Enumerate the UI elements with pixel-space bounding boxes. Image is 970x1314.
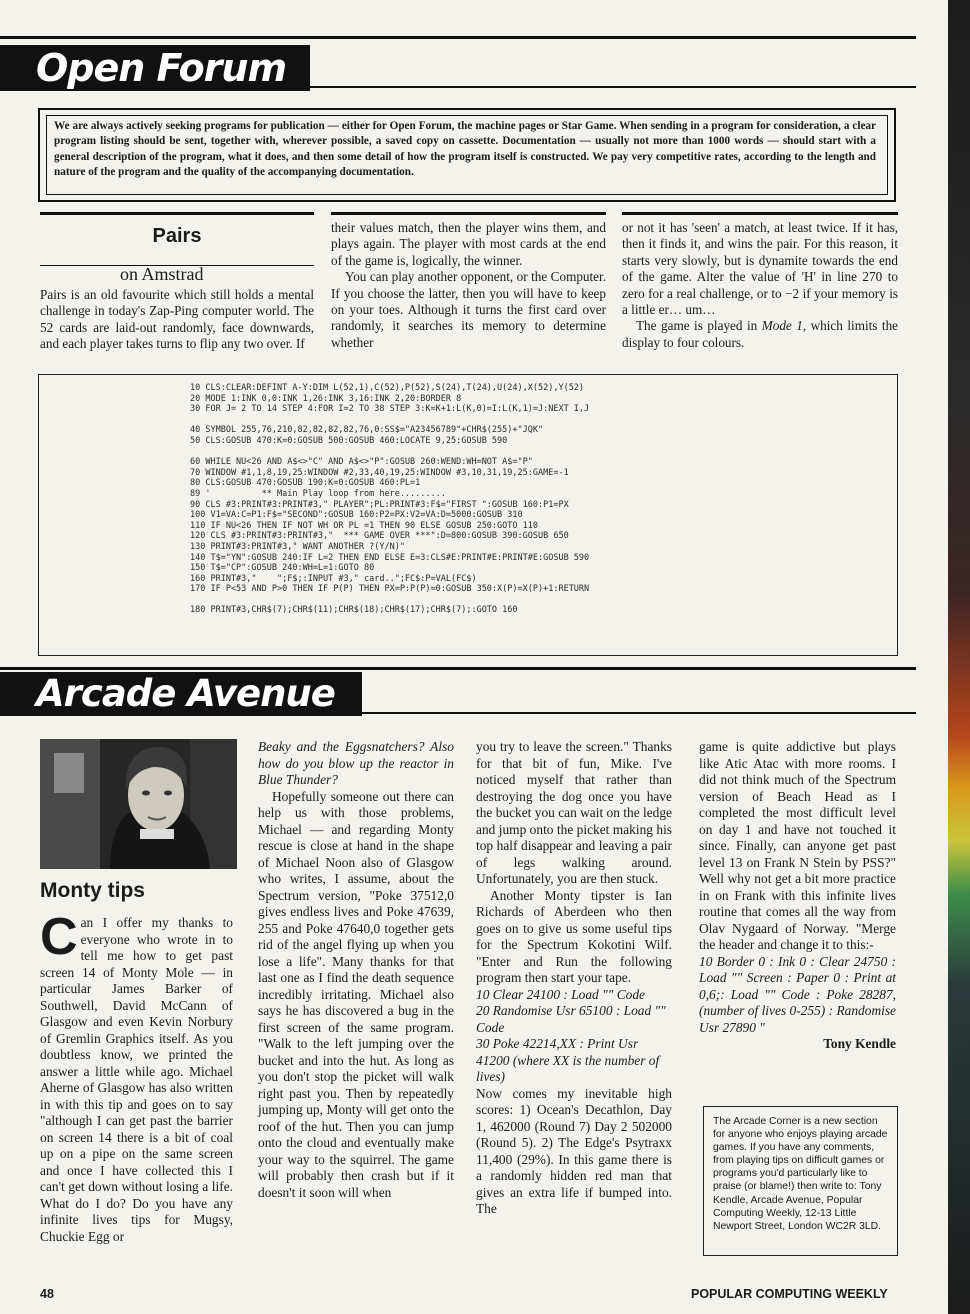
arcade-corner-text: The Arcade Corner is a new section for anyone who enjoys playing arcade games. If you have any comments, from playing tips on difficult games or programs you'd particularly like to praise (or blame!) then write to: Tony Kendle, Arcade Avenue, Popular Computing Weekly, 12-13 Little Newport Street, London WC2R 3LD. [713,1116,888,1232]
banner-rule [310,86,916,88]
pairs-column-2 [331,220,606,351]
code-line: 20 Randomise Usr 65100 : Load "" Code [476,1003,666,1035]
magazine-name: POPULAR COMPUTING WEEKLY [691,1287,888,1301]
arcade-paragraph: Hopefully someone out there can help us with those problems, Michael — and regarding Monty rescue is close at hand in the shape of Michael Noon also of Glasgow who writes, I assume, about the Spectrum version, "Poke 37512,0 gives endless lives and Poke 47639, 255 and Poke 47640,0 together gets rid of the angel flying up when you lose a life". Many thanks for that last one as I find the death sequence incredibly irritating. Michael also says he has discovered a bug in the first screen of the same program. "Walk to the left jumping over the bucket and into the hut. As long as you don't stop the picket will walk right past you. Then by repeatedly jumping up, Monty will get onto the roof of the hut. Then you can jump onto the cloud and eventually make your way to the squirrel. The game will probably then crash but if it doesn't it soon will when [258,788,454,1200]
top-rule [0,36,916,39]
code-line: 10 Border 0 : Ink 0 : Clear 24750 : Load "" Screen : Paper 0 : Print at 0,6;: Load "" Code : Poke 28287, (number of lives 0-255) : Randomise Usr 27890 " [699,953,896,1035]
monty-tips-title: Monty tips [40,879,145,902]
arcade-banner-rule [362,712,916,714]
arcade-paragraph: you try to leave the screen." Thanks for that bit of fun, Mike. I've noticed myself that rather than destroying the dog once you have the bucket you can wait on the ledge and jump onto the picket making his top half disappear and leaving a pair of legs walking around. Unfortunately, you are then stuck. [476,739,672,886]
open-forum-title: Open Forum [36,46,287,90]
arcade-avenue-banner [0,672,362,716]
portrait-image [40,739,237,869]
page-number: 48 [40,1287,54,1301]
arcade-column-1 [40,908,233,1245]
column-rule-2 [331,212,606,215]
code-line: 10 Clear 24100 : Load "" Code [476,986,645,1002]
submission-notice-box [38,108,896,202]
program-listing-box [38,374,898,656]
arcade-paragraph: game is quite addictive but plays like Atic Atac with more rooms. I did not think much of the Spectrum version of Beach Head as I completed the most difficult level on day 1 and have not touched it since. Finally, can anyone get past level 13 on Frank N Stein by PSS?" Well why not get a bit more practice in on Frank with this infinite lives routine that comes all the way from Olav Nygaard of Norway. "Merge the header and change it to this:- [699,739,896,952]
pairs-title: Pairs [152,225,202,247]
arcade-corner-box [703,1106,898,1256]
page-edge-strip [948,0,970,1314]
arcade-paragraph: Can I offer my thanks to everyone who wrote in to tell me how to get past screen 14 of Monty Mole — in particular James Barker of Southwell, David McCann of Glasgow and even Kevin Norbury of Gremlin Graphics itself. As you doubtless know, we printed the answer a little while ago. Michael Aherne of Glasgow has also written in with this tip and goes on to say "although I can get past the barrier on screen 14 there is a bit of coal up on a pipe on the same screen and once I have collected this I can't get down without losing a life. What do I do? Do you have any infinite lives tips for Mugsy, Chuckie Egg or [40,908,233,1244]
arcade-paragraph: Beaky and the Eggsnatchers? Also how do you blow up the reactor in Blue Thunder? [258,739,454,787]
arcade-paragraph: Another Monty tipster is Ian Richards of Aberdeen who then goes on to give us some useful tips for the Spectrum Kokotini Wilf. "Enter and Run the following program then start your tape. [476,887,672,985]
arcade-paragraph: Now comes my inevitable high scores: 1) Ocean's Decathlon, Day 1, 462000 (Round 7) Day 2 502000 (Round 5). 2) The Edge's Psytraxx 11,400 (29%). In this game there is a randomly hidden red man that gives an extra life if bumped into. The [476,1085,672,1216]
program-listing: 10 CLS:CLEAR:DEFINT A-Y:DIM L(52,1),C(52),P(52),S(24),T(24),U(24),X(52),Y(52) 20 MODE 1:INK 0,0:INK 1,26:INK 3,16:INK 2,20:BORDER 8 30 FOR J= 2 TO 14 STEP 4:FOR I=2 TO 38 STEP 3:K=K+1:L(K,0)=I:L(K,1)=J:NEXT I,J 40 SYMBOL 255,76,210,82,82,82,82,76,0:SS$="A23456789"+CHR$(255)+"JQK" 50 CLS:GOSUB 470:K=0:GOSUB 500:GOSUB 460:LOCATE 9,25:GOSUB 590 60 WHILE NU<26 AND A$<>"C" AND A$<>"P":GOSUB 260:WEND:WH=NOT A$="P" 70 WINDOW #1,1,8,19,25:WINDOW #2,33,40,19,25:WINDOW #3,10,31,19,25:GAME=-1 80 CLS:GOSUB 470:GOSUB 190:K=0:GOSUB 460:PL=1 89 ' ** Main Play loop from here......... 90 CLS #3:PRINT#3:PRINT#3," PLAYER";PL:PRINT#3:F$="FIRST ":GOSUB 160:P1=PX 100 V1=VA:C=P1:F$="SECOND":GOSUB 160:P2=PX:V2=VA:D=5000:GOSUB 310 110 IF NU<26 THEN IF NOT WH OR PL =1 THEN 90 ELSE GOSUB 250:GOTO 110 120 CLS #3:PRINT#3:PRINT#3," *** GAME OVER ***":D=800:GOSUB 390:GOSUB 650 130 PRINT#3:PRINT#3," WANT ANOTHER ?(Y/N)" 140 T$="YN":GOSUB 240:IF L=2 THEN END ELSE E=3:CLS#E:PRINT#E:PRINT#E:GOSUB 590 150 T$="CP":GOSUB 240:WH=L=1:GOTO 80 160 PRINT#3," ";F$;:INPUT #3," card..";FC$:P=VAL(FC$) 170 IF P<53 AND P>0 THEN IF P(P) THEN PX=P:P(P)=0:GOSUB 350:X(P)=X(P)+1:RETURN 180 PRINT#3,CHR$(7);CHR$(11);CHR$(18);CHR$(17);CHR$(7);:GOTO 160 [190,383,590,616]
arcade-avenue-title: Arcade Avenue [36,672,335,715]
pairs-paragraph: Pairs is an old favourite which still holds a mental challenge in today's Zap-Ping computer world. The 52 cards are laid-out randomly, face downwards, and each player takes turns to flip any two over. If [40,287,314,352]
author-photo [40,739,237,869]
arcade-column-3 [476,739,672,1218]
pairs-heading-box [40,212,314,266]
arcade-column-4 [699,739,896,1053]
pairs-paragraph: their values match, then the player wins them, and plays again. The player with most cards at the end of the game is, logically, the winner. [331,220,606,268]
column-rule-3 [622,212,898,215]
pairs-paragraph: or not it has 'seen' a match, at least twice. If it has, then it finds it, and wins the pair. For this reason, it starts very slowly, but is dynamite towards the end of the game. Alter the value of 'H' in line 270 to zero for a real challenge, or to −2 if your memory is a little er… um… [622,220,898,318]
code-line: 30 Poke 42214,XX : Print Usr 41200 (where XX is the number of lives) [476,1036,660,1084]
arcade-top-rule [0,667,916,670]
submission-notice: We are always actively seeking programs for publication — either for Open Forum, the machine pages or Star Game. When sending in a program for consideration, a clear program listing should be sent, together with, wherever possible, a saved copy on cassette. Documentation — usually not more than 1000 words — should start with a general description of the program, what it does, and then some detail of how the program itself is constructed. We pay very competitive rates, according to the length and nature of the program and the quality of the accompanying documentation. [54,120,876,179]
pairs-column-1 [40,287,314,353]
pairs-paragraph: You can play another opponent, or the Computer. If you choose the latter, then you will have to keep on your toes. Although it turns the first card over randomly, it searches its memory to determine whether [331,269,606,350]
author-signature: Tony Kendle [823,1036,896,1051]
pairs-paragraph: The game is played in Mode 1, which limits the display to four colours. [622,318,899,350]
open-forum-banner [0,45,310,91]
pairs-subtitle: on Amstrad [120,264,204,284]
arcade-column-2 [258,739,454,1201]
pairs-column-3 [622,220,898,351]
drop-cap: C [40,908,78,966]
